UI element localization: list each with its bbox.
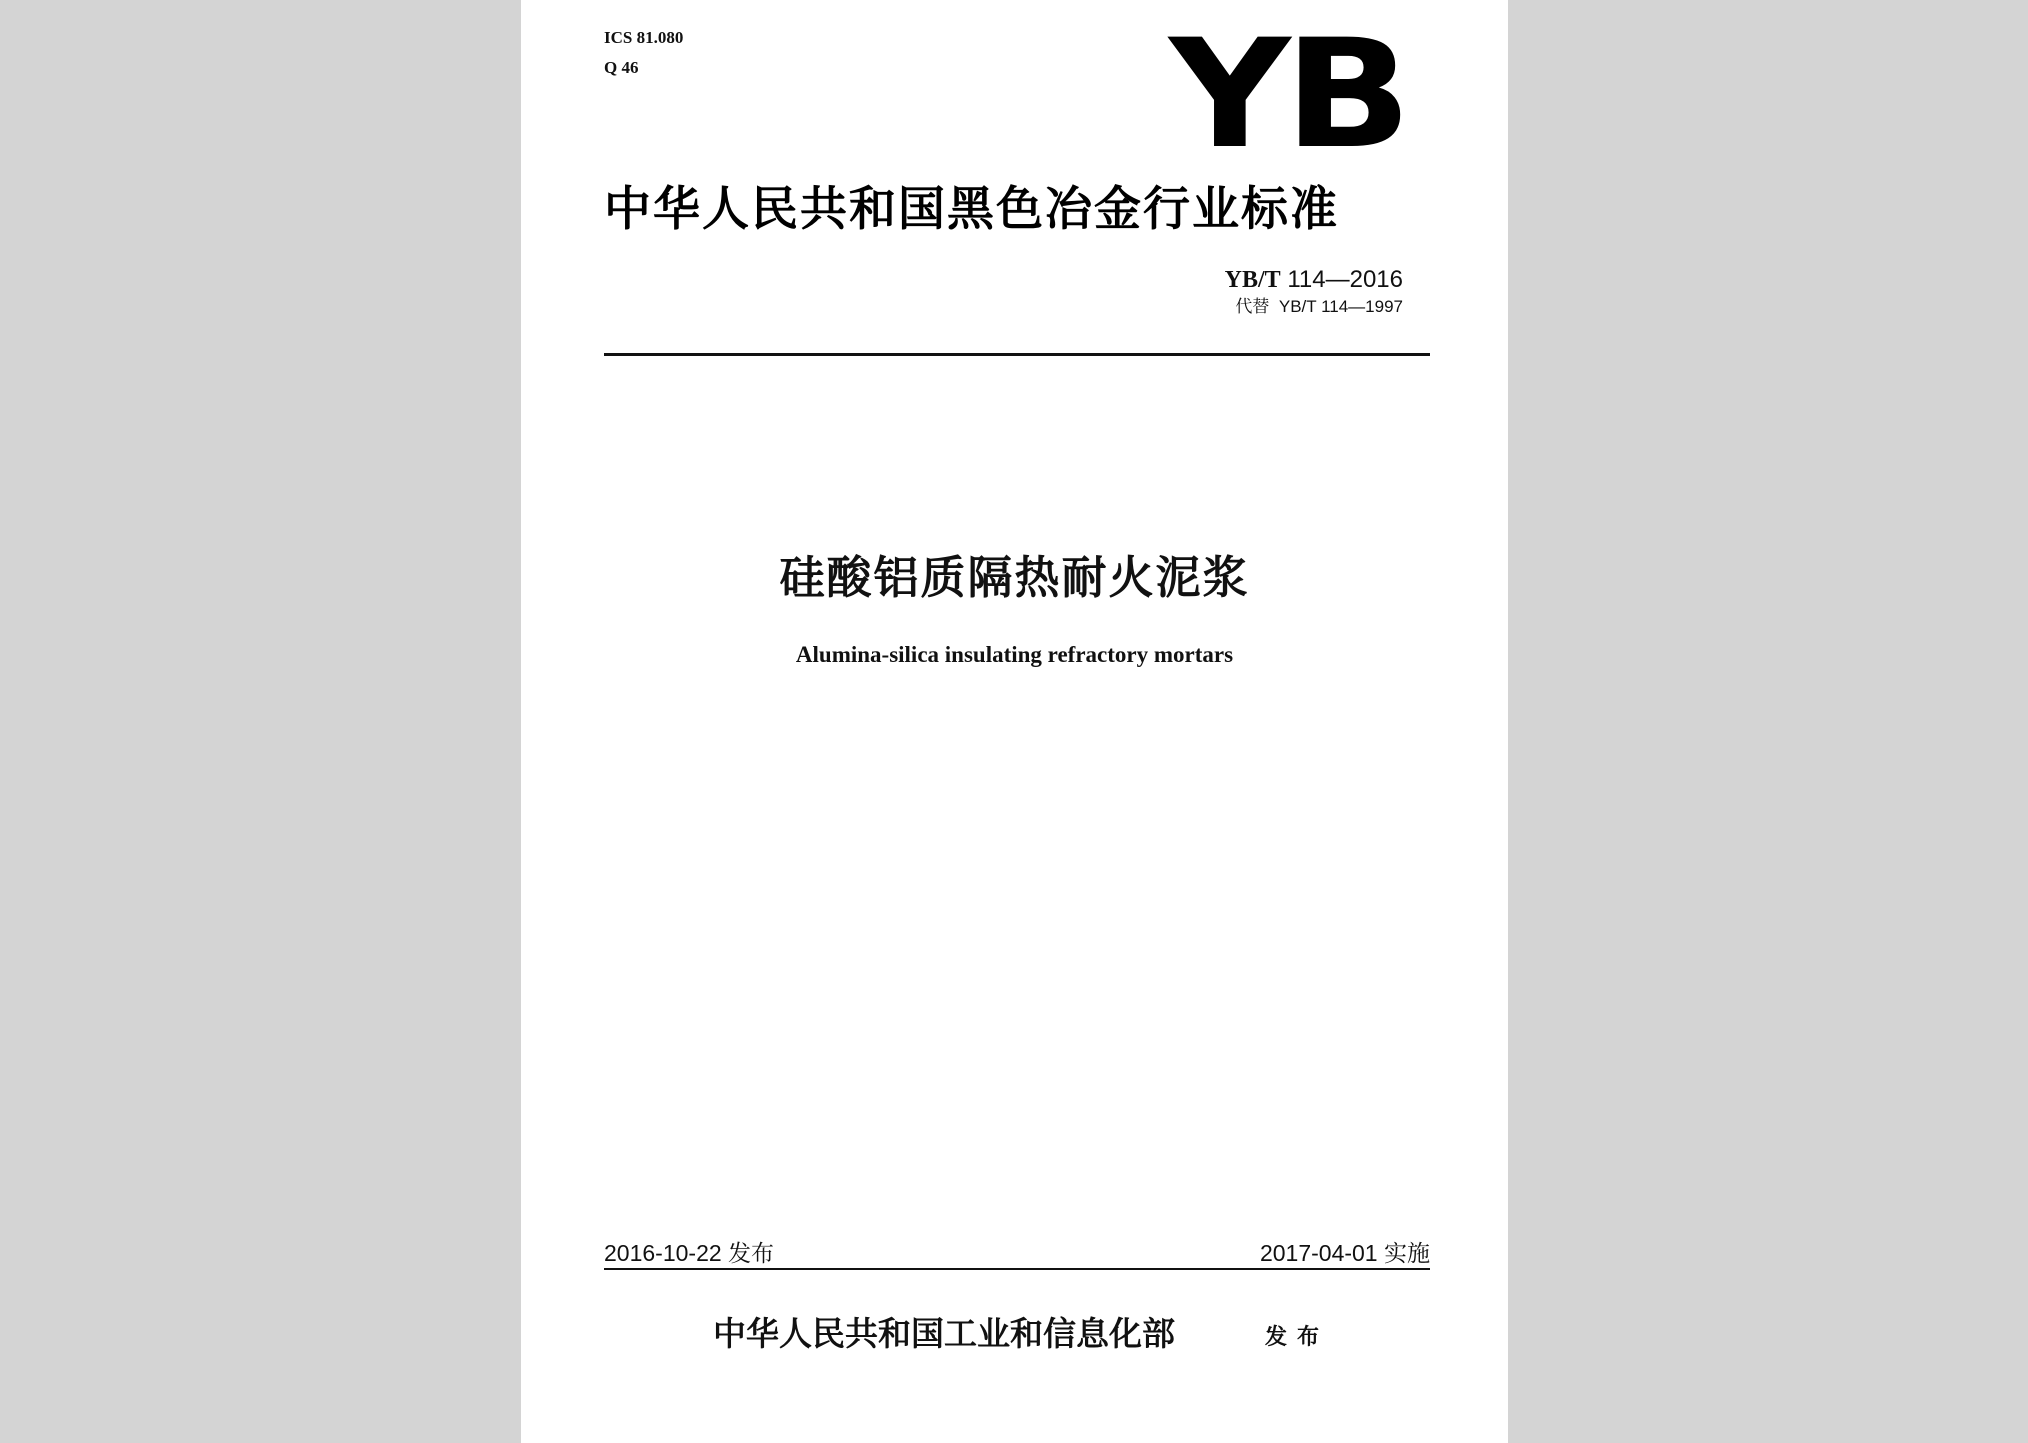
top-divider [604,353,1430,356]
yb-logo: YB [1169,8,1406,182]
bottom-divider [604,1268,1430,1270]
standard-number-value: 114—2016 [1287,266,1403,293]
replaces-line [1235,297,1403,317]
standard-number [1225,266,1403,294]
title-english: Alumina-silica insulating refractory mortars [795,642,1234,667]
issue-date: 2016-10-22 发布 [604,1240,775,1266]
title-chinese: 硅酸铝质隔热耐火泥浆 [779,551,1250,604]
publish-label: 发布 [1265,1324,1330,1350]
ics-code: ICS 81.080 [604,28,684,47]
replaces-label: 代替 [1235,297,1270,316]
document-page [521,0,1508,1443]
replaced-standard: YB/T 114—1997 [1278,297,1403,316]
publisher-name: 中华人民共和国工业和信息化部 [713,1314,1175,1353]
standard-type-heading: 中华人民共和国黑色冶金行业标准 [604,182,1339,237]
standard-code: YB/T [1224,267,1281,293]
ccs-code: Q 46 [604,58,639,77]
implementation-date: 2017-04-01 实施 [1259,1240,1430,1266]
